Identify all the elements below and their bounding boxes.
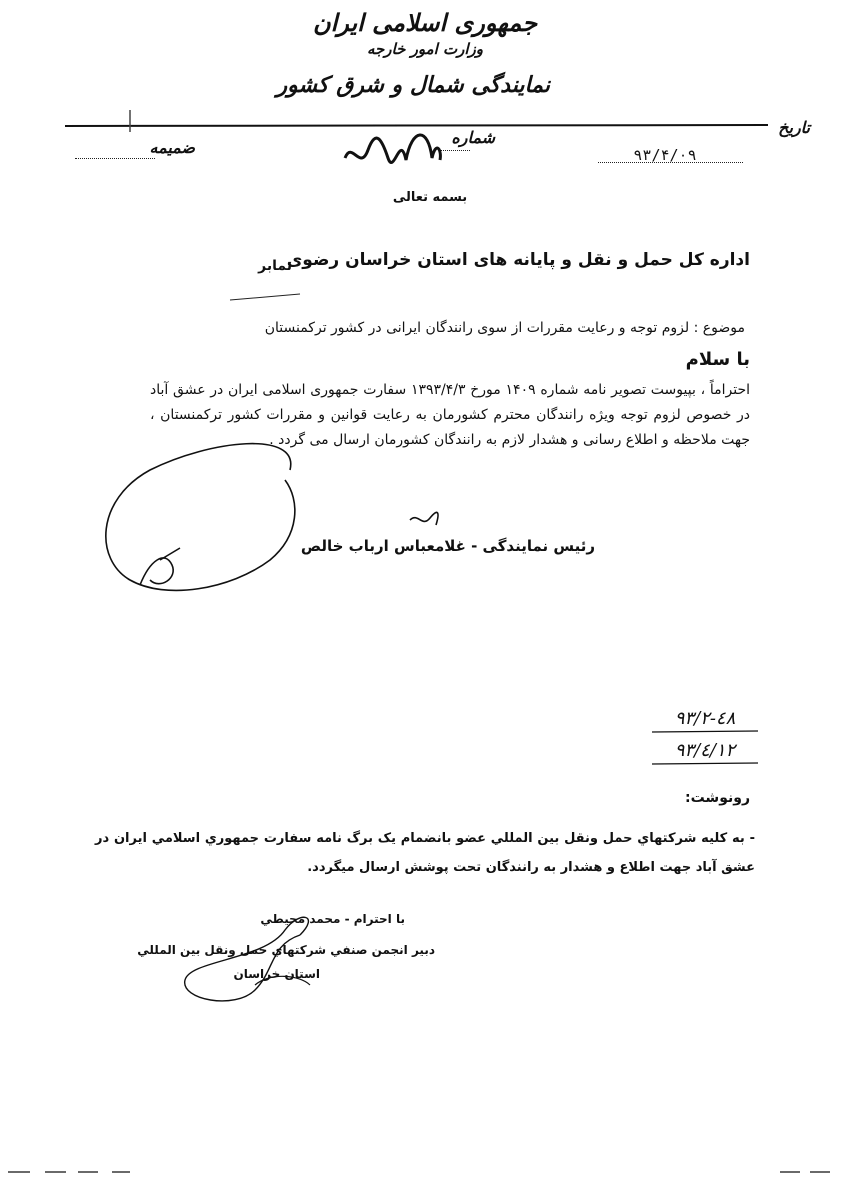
sender-signature-tail [255,976,310,985]
basmala: بسمه تعالی [392,190,468,205]
date-label: تاریخ [778,118,810,137]
signature-oval [106,444,295,591]
greeting: با سلام [685,349,750,370]
number-underline-2 [652,763,758,764]
letter-number-scribble [345,135,440,162]
fax-underline [230,294,300,300]
signature-flourish [140,548,180,585]
fax-label: نمابر [258,258,292,274]
copy-label: رونوشت: [685,790,750,806]
header-country: جمهوری اسلامی ایران [312,8,538,37]
header-rule [65,125,768,126]
sender-org: استان خراسان [233,967,320,981]
sender-title: دبیر انجمن صنفي شرکتهاي حمل ونقل بین المللي [137,943,435,957]
header-ministry: وزارت امور خارجه [366,40,484,58]
closing-line: با احترام - محمد محیطي [260,912,405,926]
letter-body: احتراماً ، بپیوست تصویر نامه شماره ۱۴۰۹ مورخ ۱۳۹۳/۴/۳ سفارت جمهوری اسلامی ایران در عشق آباد در خصوص لزوم توجه ویژه رانندگان محترم کشورمان به رعایت قوانین و مقررات کشور ترکمنستان ، جهت ملاحظه و اطلاع رسانی و هشدار لازم به رانندگان کشورمان ارسال می گردد . [150,382,750,448]
header-office: نمایندگی شمال و شرق کشور [276,72,550,98]
signature-name: رئیس نمایندگی - غلامعباس ارباب خالص [300,537,595,555]
attachment-label: ضمیمه [149,138,195,157]
date-value: ۹۳/۴/۰۹ [633,146,697,164]
handwritten-number-2: ۹۳/٤/١٢ [674,740,736,761]
subject-line: موضوع : لزوم توجه و رعایت مقررات از سوی رانندگان ایرانی در کشور ترکمنستان [264,320,745,336]
number-label: شماره [451,128,495,147]
signature-mark [410,512,438,525]
number-underline-1 [652,731,758,732]
copy-text: - به کلیه شرکتهاي حمل ونقل بین المللي عضو بانضمام یک برگ نامه سفارت جمهوري اسلامي ایران در عشق آباد جهت اطلاع و هشدار به رانندگان تحت پوشش ارسال میگردد. [95,831,755,875]
handwritten-number-1: ۹۳/۲-٤٨ [674,708,736,729]
recipient: اداره کل حمل و نقل و پایانه های استان خراسان رضوی [286,250,750,270]
sender-signature [185,917,309,1001]
